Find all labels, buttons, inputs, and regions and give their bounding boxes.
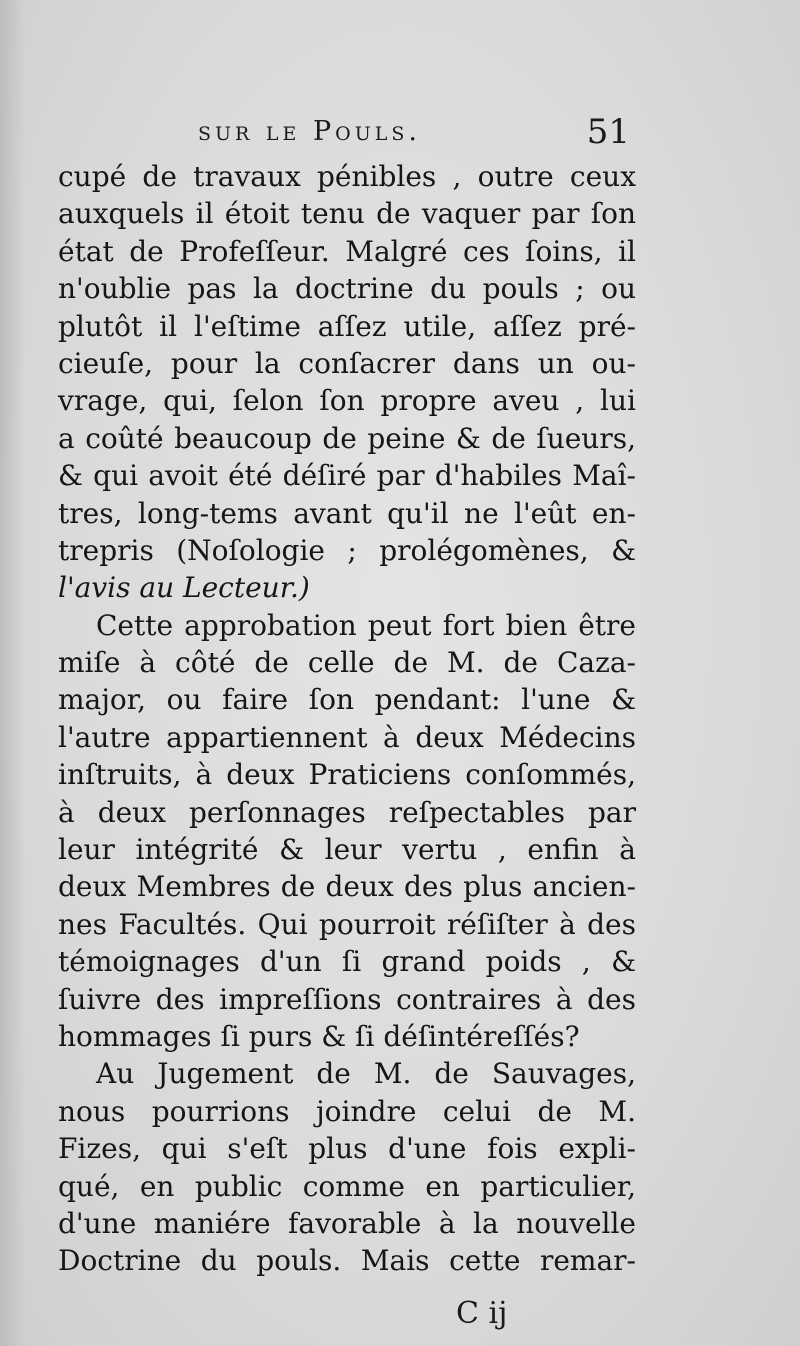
text-line: nes Facultés. Qui pourroit réſiſter à des — [58, 907, 636, 941]
text-line: a coûté beaucoup de peine & de ſueurs, — [58, 421, 636, 455]
text-line: Cette approbation peut fort bien être — [96, 608, 636, 642]
page-header — [58, 112, 634, 152]
text-line: tres, long-tems avant qu'il ne l'eût en- — [58, 496, 636, 530]
text-line: l'avis au Lecteur.) — [58, 571, 310, 605]
text-line: miſe à côté de celle de M. de Caza- — [58, 646, 636, 680]
text-line: auxquels il étoit tenu de vaquer par ſon — [58, 197, 636, 231]
text-line: nous pourrions joindre celui de M. — [58, 1094, 636, 1128]
text-line: à deux perſonnages reſpectables par — [58, 795, 636, 829]
signature-mark: C ij — [456, 1296, 508, 1331]
text-line: trepris (Noſologie ; prolégomènes, & — [58, 533, 636, 567]
running-head: sur le Pouls. — [198, 116, 421, 147]
text-line: qué, en public comme en particulier, — [58, 1169, 636, 1203]
text-line: vrage, qui, ſelon ſon propre aveu , lui — [58, 384, 636, 418]
text-line: cieuſe, pour la conſacrer dans un ou- — [58, 346, 636, 380]
text-line: inſtruits, à deux Praticiens conſommés, — [58, 758, 636, 792]
text-line: d'une maniére favorable à la nouvelle — [58, 1206, 636, 1240]
text-line: hommages ſi purs & ſi déſintéreſſés? — [58, 1019, 580, 1053]
text-line: Fizes, qui s'eſt plus d'une fois expli- — [58, 1132, 636, 1166]
text-line: major, ou faire ſon pendant: l'une & — [58, 683, 636, 717]
text-line: Doctrine du pouls. Mais cette remar- — [58, 1244, 636, 1278]
text-line: cupé de travaux pénibles , outre ceux — [58, 160, 636, 193]
text-line: leur intégrité & leur vertu , enfin à — [58, 833, 636, 867]
text-line: témoignages d'un ſi grand poids , & — [58, 945, 636, 979]
text-line: plutôt il l'eſtime aſſez utile, aſſez pré- — [58, 309, 636, 343]
text-line: & qui avoit été déſiré par d'habiles Maî- — [58, 459, 636, 493]
text-line: n'oublie pas la doctrine du pouls ; ou — [58, 272, 636, 306]
page-gutter-shadow — [0, 0, 26, 1346]
text-line: l'autre appartiennent à deux Médecins — [58, 720, 636, 754]
text-line: Au Jugement de M. de Sauvages, — [96, 1057, 636, 1091]
text-line: ſuivre des impreſſions contraires à des — [58, 982, 636, 1016]
text-line: deux Membres de deux des plus ancien- — [58, 870, 636, 904]
text-line: état de Profeſſeur. Malgré ces ſoins, il — [58, 234, 636, 268]
body-text — [58, 158, 636, 1280]
page-number: 51 — [586, 112, 630, 152]
